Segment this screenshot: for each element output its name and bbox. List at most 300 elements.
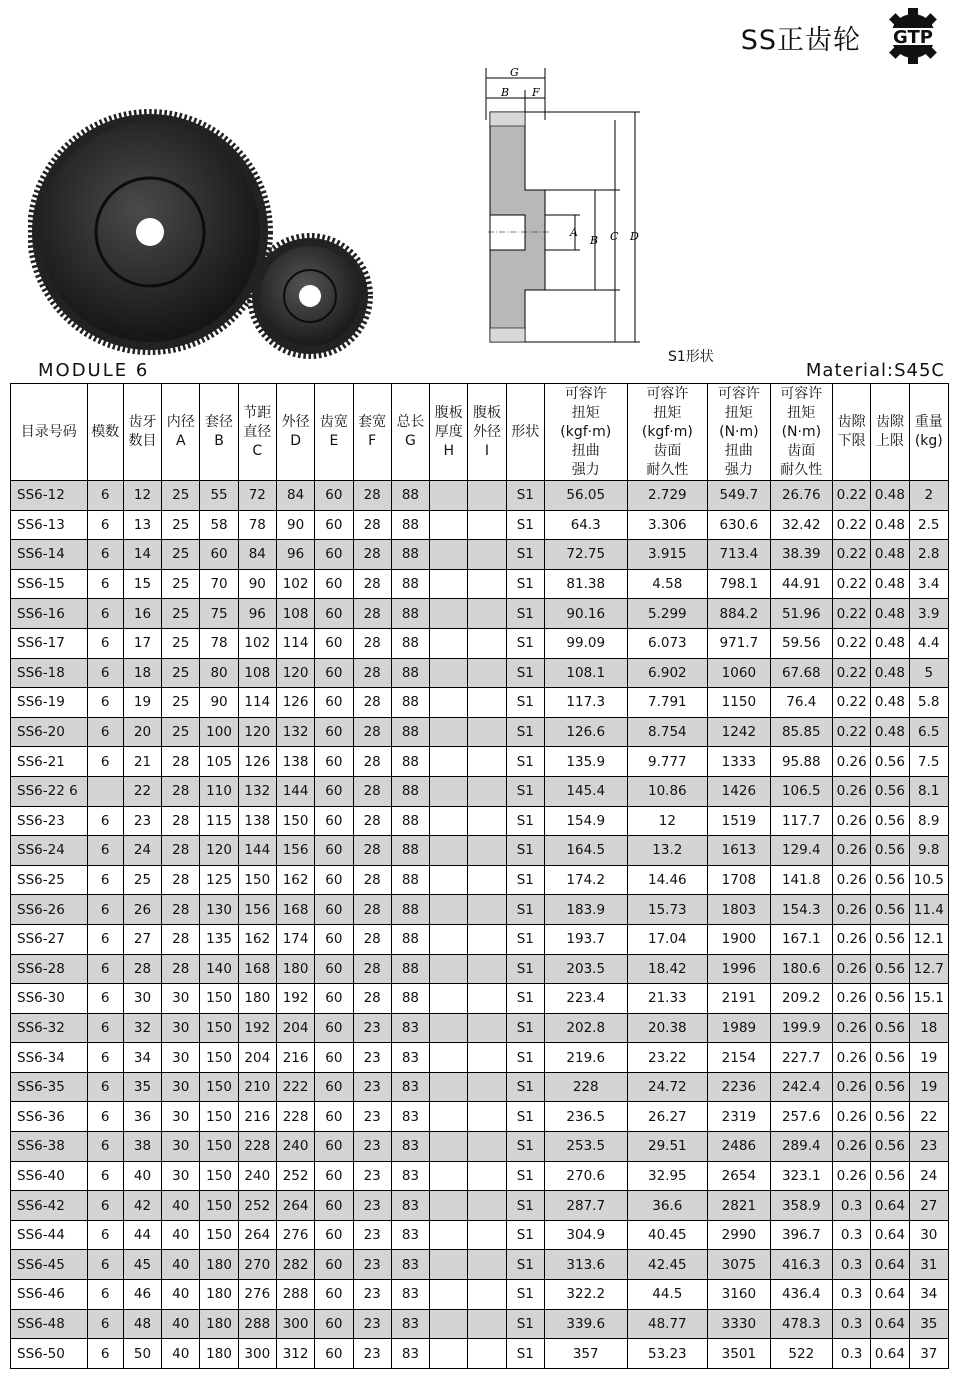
- table-cell: 30: [162, 1043, 200, 1073]
- catalog-number-cell: SS6-24: [11, 836, 88, 866]
- table-cell: 83: [391, 1072, 429, 1102]
- table-cell: 313.6: [544, 1250, 627, 1280]
- table-cell: 53.23: [627, 1339, 708, 1369]
- table-cell: S1: [506, 1102, 544, 1132]
- table-row: [11, 776, 949, 806]
- table-cell: 0.26: [833, 1132, 871, 1162]
- table-cell: 971.7: [708, 628, 770, 658]
- table-cell: 6: [87, 954, 123, 984]
- table-cell: 67.68: [770, 658, 832, 688]
- table-cell: 60: [315, 1309, 353, 1339]
- table-cell: 99.09: [544, 628, 627, 658]
- catalog-number-cell: SS6-28: [11, 954, 88, 984]
- table-cell: 1150: [708, 688, 770, 718]
- table-cell: 83: [391, 1102, 429, 1132]
- table-row: [11, 747, 949, 777]
- column-header-line: 内径: [166, 414, 195, 430]
- table-cell: 6: [87, 1339, 123, 1369]
- table-cell: 0.26: [833, 865, 871, 895]
- table-cell: 114: [238, 688, 276, 718]
- table-cell: 6: [87, 895, 123, 925]
- table-cell: 60: [315, 776, 353, 806]
- table-cell: 60: [315, 1339, 353, 1369]
- table-cell: 83: [391, 1309, 429, 1339]
- table-cell: 72.75: [544, 540, 627, 570]
- column-header-line: 强力: [571, 461, 600, 478]
- table-cell: 81.38: [544, 569, 627, 599]
- table-cell: 45: [123, 1250, 161, 1280]
- catalog-number-cell: SS6-15: [11, 569, 88, 599]
- table-cell: 60: [315, 1043, 353, 1073]
- table-cell: 25: [162, 717, 200, 747]
- table-cell: S1: [506, 1339, 544, 1369]
- table-cell: 88: [391, 836, 429, 866]
- table-cell: 7.791: [627, 688, 708, 718]
- catalog-number-cell: SS6-35: [11, 1072, 88, 1102]
- table-cell: 42.45: [627, 1250, 708, 1280]
- table-row: [11, 569, 949, 599]
- table-cell: 60: [315, 1072, 353, 1102]
- table-cell: 51.96: [770, 599, 832, 629]
- table-cell: 253.5: [544, 1132, 627, 1162]
- dim-c: C: [610, 230, 619, 243]
- table-row: [11, 1309, 949, 1339]
- table-cell: S1: [506, 658, 544, 688]
- table-cell: S1: [506, 481, 544, 511]
- table-cell: 6: [87, 1309, 123, 1339]
- table-cell: 15.73: [627, 895, 708, 925]
- shape-caption: S1形状: [668, 349, 714, 365]
- table-cell: 216: [238, 1102, 276, 1132]
- table-cell: 289.4: [770, 1132, 832, 1162]
- table-cell: 0.64: [871, 1250, 909, 1280]
- table-cell: 203.5: [544, 954, 627, 984]
- table-cell: [468, 1309, 506, 1339]
- table-cell: 0.22: [833, 628, 871, 658]
- column-header-line: 套径: [205, 414, 234, 430]
- table-cell: [430, 688, 468, 718]
- table-cell: 27: [909, 1191, 948, 1221]
- table-cell: [430, 1250, 468, 1280]
- table-cell: 300: [276, 1309, 314, 1339]
- table-cell: S1: [506, 776, 544, 806]
- table-cell: 56.05: [544, 481, 627, 511]
- table-cell: 28: [353, 836, 391, 866]
- table-cell: 12.7: [909, 954, 948, 984]
- table-cell: 2990: [708, 1220, 770, 1250]
- table-cell: 60: [315, 510, 353, 540]
- table-cell: 23: [353, 1161, 391, 1191]
- table-cell: 60: [315, 688, 353, 718]
- table-cell: 117.7: [770, 806, 832, 836]
- table-cell: 312: [276, 1339, 314, 1369]
- table-cell: 6: [87, 1043, 123, 1073]
- catalog-number-cell: SS6-16: [11, 599, 88, 629]
- table-cell: 108.1: [544, 658, 627, 688]
- table-cell: 28: [353, 806, 391, 836]
- table-cell: 60: [315, 717, 353, 747]
- table-cell: 1708: [708, 865, 770, 895]
- table-cell: 83: [391, 1191, 429, 1221]
- column-header: [87, 384, 123, 481]
- table-cell: 25: [162, 599, 200, 629]
- table-cell: 1242: [708, 717, 770, 747]
- table-cell: 16: [123, 599, 161, 629]
- column-header-line: 目录号码: [20, 423, 77, 440]
- table-cell: 713.4: [708, 540, 770, 570]
- table-cell: 14: [123, 540, 161, 570]
- table-row: [11, 1191, 949, 1221]
- table-cell: 120: [238, 717, 276, 747]
- table-cell: 20.38: [627, 1013, 708, 1043]
- table-cell: [430, 1132, 468, 1162]
- table-cell: 135: [200, 924, 238, 954]
- table-cell: 0.3: [833, 1250, 871, 1280]
- dim-b: B: [590, 234, 599, 247]
- column-header: [353, 384, 391, 481]
- table-cell: 6: [87, 1132, 123, 1162]
- column-header-line: 总长: [396, 414, 425, 430]
- table-cell: S1: [506, 1250, 544, 1280]
- table-cell: 174.2: [544, 865, 627, 895]
- table-cell: 85.85: [770, 717, 832, 747]
- table-cell: 96: [238, 599, 276, 629]
- table-cell: 210: [238, 1072, 276, 1102]
- table-cell: 32: [123, 1013, 161, 1043]
- table-cell: 23: [353, 1072, 391, 1102]
- table-cell: 6: [87, 1102, 123, 1132]
- table-row: [11, 1043, 949, 1073]
- table-cell: [468, 1250, 506, 1280]
- table-cell: 522: [770, 1339, 832, 1369]
- table-cell: 24.72: [627, 1072, 708, 1102]
- table-cell: 236.5: [544, 1102, 627, 1132]
- table-row: [11, 688, 949, 718]
- table-cell: 0.26: [833, 984, 871, 1014]
- table-cell: 88: [391, 806, 429, 836]
- table-cell: S1: [506, 924, 544, 954]
- table-cell: 156: [238, 895, 276, 925]
- table-cell: 36: [123, 1102, 161, 1132]
- table-cell: 5: [909, 658, 948, 688]
- catalog-number-cell: SS6-46: [11, 1280, 88, 1310]
- table-cell: 287.7: [544, 1191, 627, 1221]
- table-cell: 0.64: [871, 1220, 909, 1250]
- table-cell: 25: [162, 481, 200, 511]
- table-cell: [468, 510, 506, 540]
- table-cell: 6: [87, 569, 123, 599]
- column-header-line: 外径: [281, 414, 310, 430]
- table-cell: 60: [315, 806, 353, 836]
- column-header-line: 扭曲: [724, 442, 753, 459]
- column-header-line: B: [214, 433, 224, 449]
- table-cell: 35: [123, 1072, 161, 1102]
- table-cell: 4.58: [627, 569, 708, 599]
- table-cell: 6: [87, 658, 123, 688]
- catalog-number-cell: SS6-42: [11, 1191, 88, 1221]
- table-cell: 6: [87, 1250, 123, 1280]
- table-cell: S1: [506, 540, 544, 570]
- table-cell: [468, 1072, 506, 1102]
- table-row: [11, 540, 949, 570]
- column-header: [276, 384, 314, 481]
- column-header: [708, 384, 770, 481]
- table-cell: 3.4: [909, 569, 948, 599]
- table-cell: 28: [353, 658, 391, 688]
- table-cell: 304.9: [544, 1220, 627, 1250]
- table-cell: 6: [87, 688, 123, 718]
- column-header-line: 齿宽: [319, 414, 348, 430]
- table-cell: 300: [238, 1339, 276, 1369]
- table-cell: [430, 747, 468, 777]
- gear-photo: [28, 100, 388, 368]
- table-cell: 252: [238, 1191, 276, 1221]
- table-cell: 5.299: [627, 599, 708, 629]
- catalog-number-cell: SS6-23: [11, 806, 88, 836]
- table-cell: [430, 1191, 468, 1221]
- table-cell: 0.64: [871, 1339, 909, 1369]
- table-cell: 282: [276, 1250, 314, 1280]
- table-cell: 44.5: [627, 1280, 708, 1310]
- table-cell: 30: [162, 1013, 200, 1043]
- table-cell: 549.7: [708, 481, 770, 511]
- table-cell: 88: [391, 628, 429, 658]
- table-row: [11, 895, 949, 925]
- table-cell: 1996: [708, 954, 770, 984]
- table-row: [11, 658, 949, 688]
- table-cell: 2.5: [909, 510, 948, 540]
- module-label: MODULE 6: [38, 360, 150, 381]
- table-cell: [468, 984, 506, 1014]
- table-cell: 13: [123, 510, 161, 540]
- table-cell: 60: [315, 1132, 353, 1162]
- table-cell: [468, 569, 506, 599]
- table-cell: 25: [162, 540, 200, 570]
- table-cell: 0.48: [871, 628, 909, 658]
- table-cell: 8.754: [627, 717, 708, 747]
- table-cell: 150: [200, 1102, 238, 1132]
- table-cell: [430, 1309, 468, 1339]
- dim-g-top: G: [510, 66, 519, 79]
- table-cell: 0.48: [871, 510, 909, 540]
- table-cell: 23: [353, 1250, 391, 1280]
- table-cell: 126: [238, 747, 276, 777]
- table-cell: 150: [200, 1072, 238, 1102]
- table-cell: 193.7: [544, 924, 627, 954]
- column-header-line: 耐久性: [646, 461, 689, 478]
- table-cell: 0.56: [871, 895, 909, 925]
- table-cell: 0.56: [871, 954, 909, 984]
- column-header-line: F: [368, 433, 377, 449]
- table-cell: 28: [353, 776, 391, 806]
- table-cell: 202.8: [544, 1013, 627, 1043]
- table-cell: 18: [909, 1013, 948, 1043]
- table-cell: 60: [315, 658, 353, 688]
- table-cell: 0.48: [871, 658, 909, 688]
- table-cell: 28: [162, 776, 200, 806]
- table-cell: 1803: [708, 895, 770, 925]
- table-cell: 40: [162, 1339, 200, 1369]
- table-cell: 26.76: [770, 481, 832, 511]
- table-cell: 90: [276, 510, 314, 540]
- table-cell: 90.16: [544, 599, 627, 629]
- table-cell: 50: [123, 1339, 161, 1369]
- table-cell: 64.3: [544, 510, 627, 540]
- table-cell: [468, 1102, 506, 1132]
- table-cell: 150: [200, 1220, 238, 1250]
- table-cell: 436.4: [770, 1280, 832, 1310]
- table-cell: 129.4: [770, 836, 832, 866]
- table-cell: 88: [391, 865, 429, 895]
- column-header-line: 下限: [837, 433, 866, 449]
- table-cell: S1: [506, 954, 544, 984]
- column-header: [468, 384, 506, 481]
- table-cell: 209.2: [770, 984, 832, 1014]
- table-cell: S1: [506, 747, 544, 777]
- table-cell: 0.3: [833, 1339, 871, 1369]
- table-cell: 30: [162, 1102, 200, 1132]
- material-label: Material:S45C: [805, 360, 945, 381]
- table-cell: 183.9: [544, 895, 627, 925]
- table-cell: 88: [391, 540, 429, 570]
- table-cell: 88: [391, 717, 429, 747]
- table-cell: S1: [506, 510, 544, 540]
- column-header-line: 节距: [243, 404, 272, 421]
- table-cell: 28: [162, 806, 200, 836]
- table-cell: 31: [909, 1250, 948, 1280]
- table-cell: 2154: [708, 1043, 770, 1073]
- table-cell: 3.915: [627, 540, 708, 570]
- table-cell: 0.64: [871, 1309, 909, 1339]
- catalog-number-cell: SS6-45: [11, 1250, 88, 1280]
- column-header-line: 齿面: [787, 442, 816, 459]
- table-cell: [468, 747, 506, 777]
- table-cell: [430, 1043, 468, 1073]
- table-cell: 6: [87, 717, 123, 747]
- table-cell: 40: [123, 1161, 161, 1191]
- table-cell: 6: [87, 865, 123, 895]
- table-cell: 60: [315, 1191, 353, 1221]
- table-row: [11, 1072, 949, 1102]
- table-cell: [468, 806, 506, 836]
- table-row: [11, 1132, 949, 1162]
- table-cell: S1: [506, 1072, 544, 1102]
- table-cell: 180: [276, 954, 314, 984]
- column-header-line: 可容许: [564, 385, 607, 402]
- catalog-number-cell: SS6-36: [11, 1102, 88, 1132]
- table-cell: 0.48: [871, 540, 909, 570]
- catalog-number-cell: SS6-26: [11, 895, 88, 925]
- table-cell: 12.1: [909, 924, 948, 954]
- table-cell: 88: [391, 481, 429, 511]
- table-cell: 0.26: [833, 1013, 871, 1043]
- table-cell: 114: [276, 628, 314, 658]
- table-cell: 60: [315, 924, 353, 954]
- table-cell: 180: [200, 1339, 238, 1369]
- table-cell: 5.8: [909, 688, 948, 718]
- table-cell: [430, 717, 468, 747]
- table-cell: 0.48: [871, 569, 909, 599]
- column-header-line: (kgf·m): [560, 423, 612, 440]
- table-cell: [430, 1102, 468, 1132]
- table-cell: 240: [238, 1161, 276, 1191]
- table-cell: 130: [200, 895, 238, 925]
- table-cell: 1519: [708, 806, 770, 836]
- table-cell: 12: [123, 481, 161, 511]
- table-cell: 167.1: [770, 924, 832, 954]
- table-cell: [468, 1339, 506, 1369]
- table-cell: [468, 954, 506, 984]
- table-row: [11, 1220, 949, 1250]
- table-cell: 28: [162, 865, 200, 895]
- table-cell: 28: [353, 984, 391, 1014]
- table-cell: 140: [200, 954, 238, 984]
- table-cell: 2654: [708, 1161, 770, 1191]
- table-cell: 88: [391, 510, 429, 540]
- table-cell: 0.26: [833, 1043, 871, 1073]
- column-header-line: E: [329, 433, 339, 449]
- table-cell: 150: [200, 1161, 238, 1191]
- column-header-line: 扭曲: [571, 442, 600, 459]
- table-cell: 28: [353, 895, 391, 925]
- table-cell: 6.902: [627, 658, 708, 688]
- table-cell: 23: [909, 1132, 948, 1162]
- table-cell: 60: [315, 747, 353, 777]
- catalog-number-cell: SS6-17: [11, 628, 88, 658]
- table-cell: S1: [506, 688, 544, 718]
- table-cell: 60: [315, 865, 353, 895]
- table-cell: 23: [353, 1339, 391, 1369]
- table-cell: 6: [87, 540, 123, 570]
- column-header-line: 可容许: [780, 385, 823, 402]
- table-cell: 60: [315, 599, 353, 629]
- table-cell: 40: [162, 1191, 200, 1221]
- table-cell: 174: [276, 924, 314, 954]
- table-cell: 0.22: [833, 599, 871, 629]
- table-cell: 0.56: [871, 1102, 909, 1132]
- table-cell: 108: [238, 658, 276, 688]
- table-cell: 84: [276, 481, 314, 511]
- table-cell: 84: [238, 540, 276, 570]
- table-cell: 106.5: [770, 776, 832, 806]
- table-cell: 162: [238, 924, 276, 954]
- table-cell: [468, 717, 506, 747]
- table-cell: 2.8: [909, 540, 948, 570]
- table-cell: 199.9: [770, 1013, 832, 1043]
- table-cell: 168: [238, 954, 276, 984]
- table-cell: 2486: [708, 1132, 770, 1162]
- table-cell: 28: [353, 540, 391, 570]
- table-cell: 25: [162, 628, 200, 658]
- table-cell: 192: [276, 984, 314, 1014]
- table-cell: 0.56: [871, 1161, 909, 1191]
- table-cell: 90: [200, 688, 238, 718]
- table-cell: S1: [506, 599, 544, 629]
- table-cell: [468, 1013, 506, 1043]
- table-cell: 0.3: [833, 1280, 871, 1310]
- table-cell: 72: [238, 481, 276, 511]
- table-cell: [430, 1161, 468, 1191]
- table-row: [11, 836, 949, 866]
- table-cell: 264: [238, 1220, 276, 1250]
- table-cell: 28: [353, 924, 391, 954]
- table-cell: 257.6: [770, 1102, 832, 1132]
- table-cell: 102: [238, 628, 276, 658]
- table-cell: 168: [276, 895, 314, 925]
- table-cell: 60: [315, 1280, 353, 1310]
- table-row: [11, 1339, 949, 1369]
- table-cell: 144: [238, 836, 276, 866]
